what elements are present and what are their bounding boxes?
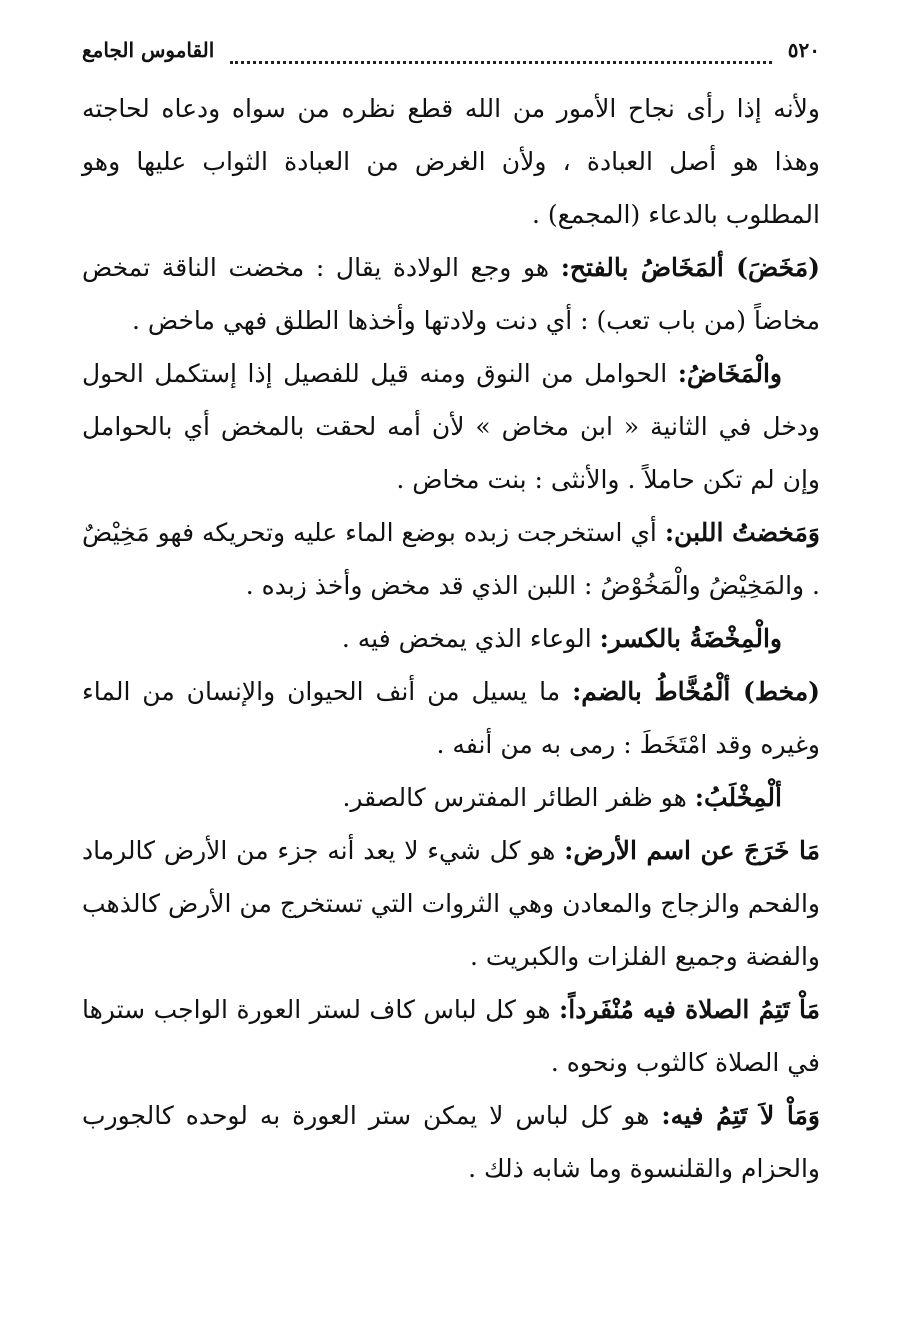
entry-definition: أي استخرجت زبده بوضع الماء عليه وتحريكه فهو مَخِيْضٌ . والمَخِيْضُ والْمَخُوْضُ : اللبن الذي قد مخض وأخذ زبده . [82, 518, 820, 600]
entry-makhadtu-allaban [82, 506, 820, 612]
entry-headword: (مخط) ألْمُخَّاطُ بالضم: [572, 677, 820, 706]
paragraph-continuation [82, 82, 820, 241]
entry-headword: مَا خَرَجَ عن اسم الأرض: [564, 836, 820, 865]
entry-headword: (مَخَضَ) ألمَخَاضُ بالفتح: [560, 253, 820, 282]
entry-mukhat [82, 665, 820, 771]
entry-headword: والْمَخَاضُ: [677, 359, 782, 388]
header-leader-dots [230, 60, 771, 64]
running-title: القاموس الجامع [82, 38, 215, 62]
entry-makhad [82, 241, 820, 347]
entry-definition: الحوامل من النوق ومنه قيل للفصيل إذا إستكمل الحول ودخل في الثانية « ابن مخاض » لأن أمه لحقت بالمخض أي بالحوامل وإن لم تكن حاملاً . والأنثى : بنت مخاض . [82, 359, 820, 494]
entry-mikhdah [82, 612, 820, 665]
entry-definition: الوعاء الذي يمخض فيه . [341, 624, 600, 653]
page-number: ٥٢٠ [787, 38, 820, 62]
entry-ma-kharaja [82, 824, 820, 983]
entry-definition: هو كل لباس كاف لستر العورة الواجب سترها في الصلاة كالثوب ونحوه . [82, 995, 820, 1077]
entry-headword: ألْمِخْلَبُ: [694, 783, 782, 812]
entry-mikhlab [82, 771, 820, 824]
entry-headword: مَاْ تَتِمُ الصلاة فيه مُنْفَرداً: [559, 995, 820, 1024]
entry-definition: هو كل شيء لا يعد أنه جزء من الأرض كالرماد والفحم والزجاج والمعادن وهي الثروات التي تستخرج من الأرض كالذهب والفضة وجميع الفلزات والكبريت . [82, 836, 820, 971]
entry-definition: هو ظفر الطائر المفترس كالصقر. [342, 783, 695, 812]
entry-al-makhad [82, 347, 820, 506]
entry-ma-la-tatimmu [82, 1089, 820, 1195]
entry-headword: وَمَاْ لاَ تَتِمُ فيه: [661, 1101, 820, 1130]
entry-definition: هو كل لباس لا يمكن ستر العورة به لوحده كالجورب والحزام والقلنسوة وما شابه ذلك . [82, 1101, 820, 1183]
page-header [82, 30, 820, 70]
entry-headword: والْمِخْضَةُ بالكسر: [599, 624, 782, 653]
page-body [82, 82, 820, 1195]
entry-definition: ما يسيل من أنف الحيوان والإنسان من الماء وغيره وقد امْتَخَطَ : رمى به من أنفه . [82, 677, 820, 759]
entry-headword: وَمَخضتُ اللبن: [664, 518, 820, 547]
paragraph-text: ولأنه إذا رأى نجاح الأمور من الله قطع نظره من سواه ودعاه لحاجته وهذا هو أصل العبادة ، ولأن الغرض من العبادة الثواب عليها وهو المطلوب بالدعاء (المجمع) . [82, 94, 820, 229]
entry-definition: هو وجع الولادة يقال : مخضت الناقة تمخض مخاضاً (من باب تعب) : أي دنت ولادتها وأخذها الطلق فهي ماخض . [82, 253, 820, 335]
entry-ma-tatimmu [82, 983, 820, 1089]
